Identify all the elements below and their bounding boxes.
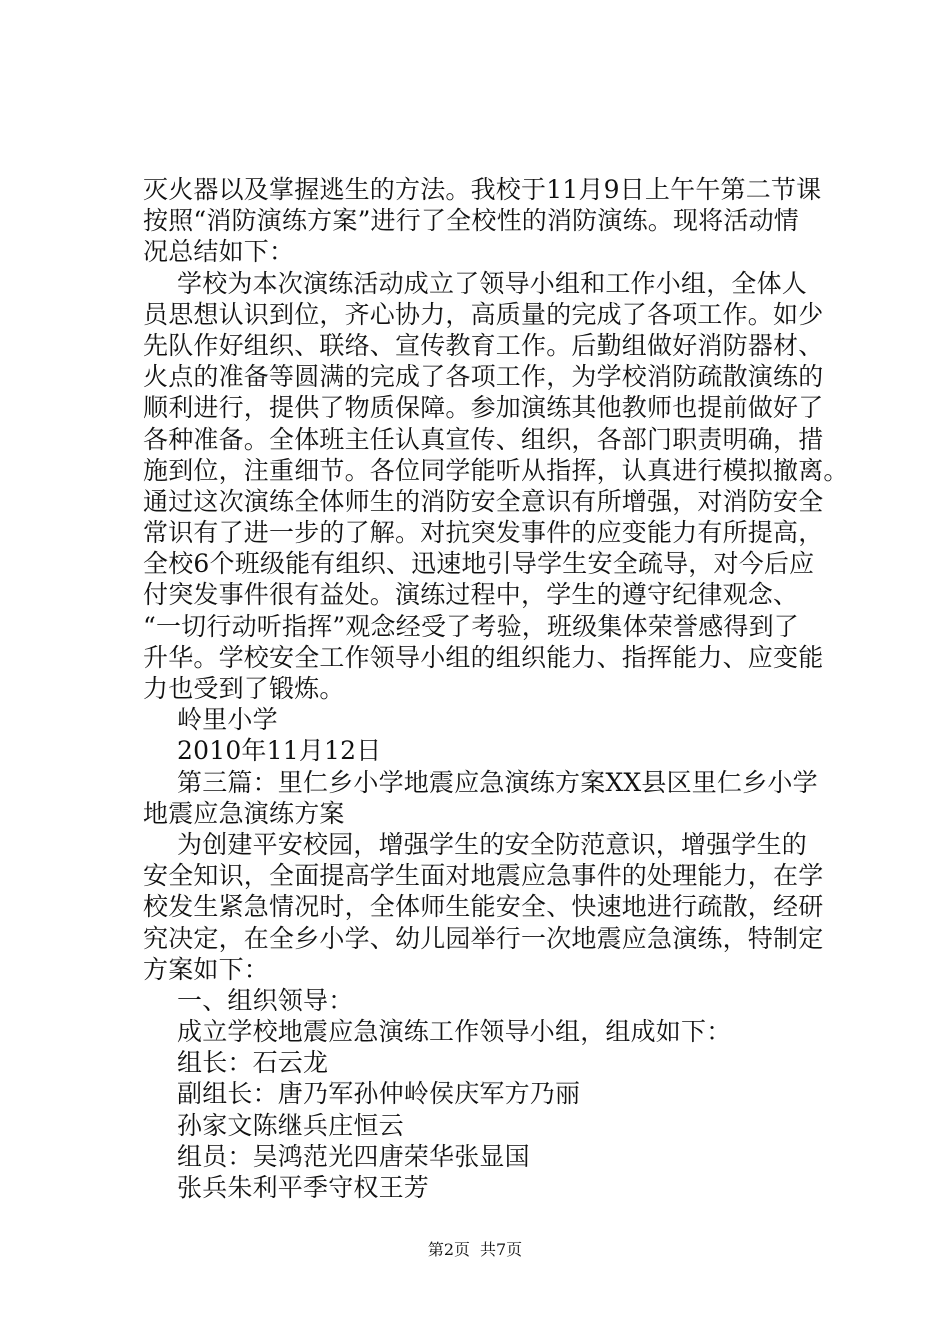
text-line: 付突发事件很有益处。演练过程中，学生的遵守纪律观念、: [143, 580, 799, 610]
text-line: 施到位，注重细节。各位同学能听从指挥，认真进行模拟撤离。: [143, 455, 849, 485]
heading-organization: 一、组织领导：: [177, 985, 354, 1015]
member-deputies: 副组长：唐乃军孙仲岭侯庆军方乃丽: [177, 1079, 581, 1109]
page-footer: [0, 1240, 950, 1260]
text-line: 灭火器以及掌握逃生的方法。我校于11月9日上午午第二节课: [143, 175, 822, 204]
section-title: 第三篇：里仁乡小学地震应急演练方案XX县区里仁乡小学: [177, 767, 818, 797]
text-line: 通过这次演练全体师生的消防安全意识有所增强，对消防安全: [143, 486, 824, 516]
text-line: 常识有了进一步的了解。对抗突发事件的应变能力有所提高，: [143, 518, 824, 548]
text-line: 方案如下：: [143, 954, 270, 984]
text-line: 力也受到了锻炼。: [143, 674, 345, 703]
text-line: 各种准备。全体班主任认真宣传、组织，各部门职责明确，措: [143, 424, 824, 454]
text-line: 安全知识，全面提高学生面对地震应急事件的处理能力，在学: [143, 861, 824, 891]
text-line: 先队作好组织、联络、宣传教育工作。后勤组做好消防器材、: [143, 330, 824, 360]
member-staff: 组员：吴鸿范光四唐荣华张显国: [177, 1141, 530, 1171]
text-line: 究决定，在全乡小学、幼儿园举行一次地震应急演练，特制定: [143, 923, 824, 953]
text-line: 按照“消防演练方案”进行了全校性的消防演练。现将活动情: [143, 206, 799, 236]
document-body: [143, 174, 849, 1203]
signature-date: 2010年11月12日: [177, 736, 382, 766]
text-line: 员思想认识到位，齐心协力，高质量的完成了各项工作。如少: [143, 299, 824, 329]
text-line: 火点的准备等圆满的完成了各项工作，为学校消防疏散演练的: [143, 362, 824, 392]
member-deputies-cont: 孙家文陈继兵庄恒云: [177, 1110, 404, 1140]
text-line: “一切行动听指挥”观念经受了考验，班级集体荣誉感得到了: [143, 611, 799, 641]
text-line: 成立学校地震应急演练工作领导小组，组成如下：: [177, 1017, 732, 1047]
paragraph-start: 为创建平安校园，增强学生的安全防范意识，增强学生的: [177, 829, 808, 859]
text-line: 全校6个班级能有组织、迅速地引导学生安全疏导，对今后应: [143, 549, 815, 579]
text-line: 况总结如下：: [143, 237, 295, 267]
section-title-cont: 地震应急演练方案: [143, 798, 345, 828]
text-line: 顺利进行，提供了物质保障。参加演练其他教师也提前做好了: [143, 393, 824, 423]
page-number: 第2页: [427, 1240, 470, 1259]
signature-school: 岭里小学: [177, 705, 278, 735]
paragraph-start: 学校为本次演练活动成立了领导小组和工作小组，全体人: [177, 268, 808, 298]
text-line: 升华。学校安全工作领导小组的组织能力、指挥能力、应变能: [143, 642, 824, 672]
page-total: 共7页: [480, 1240, 523, 1259]
text-line: 校发生紧急情况时，全体师生能安全、快速地进行疏散，经研: [143, 892, 824, 922]
member-leader: 组长：石云龙: [177, 1048, 329, 1078]
member-staff-cont: 张兵朱利平季守权王芳: [177, 1173, 430, 1202]
